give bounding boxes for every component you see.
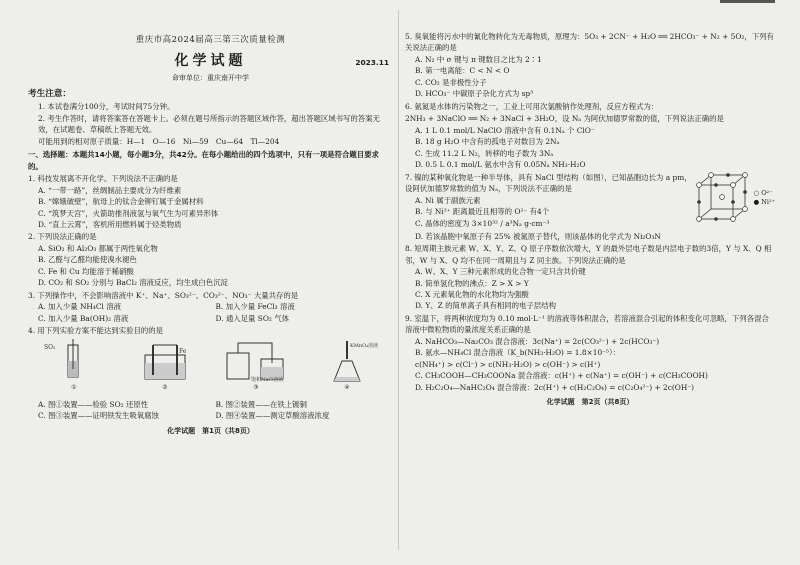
apparatus-figures bbox=[28, 337, 393, 399]
scan-mark bbox=[720, 0, 775, 3]
equation-line: 2NH₃ + 3NaClO ══ N₂ + 3NaCl + 3H₂O，设 Nₐ 为阿伏加德罗常数的值，下列说法正确的是 bbox=[405, 114, 724, 124]
crystal-cell-figure bbox=[695, 171, 775, 231]
figure-2 bbox=[129, 339, 201, 397]
option: C. 图③装置——证明铁发生吸氧腐蚀 bbox=[38, 411, 159, 421]
fig-label: SO₂ bbox=[44, 343, 56, 351]
option-row bbox=[28, 399, 393, 410]
fig-label: KMnO₄溶液 bbox=[350, 342, 379, 349]
page-footer: 化学试题 第1页（共8页） bbox=[167, 426, 254, 435]
question-stem: 6. 氨氮是水体的污染物之一，工业上可用次氯酸钠作处理剂，反应方程式为： bbox=[405, 101, 659, 111]
note-item: 可能用到的相对原子质量：H—1 O—16 Ni—59 Cu—64 Tl—204 bbox=[38, 136, 280, 146]
option-row bbox=[28, 313, 393, 324]
option: D. “直上云霄”，客机所用燃料属于烃类物质 bbox=[38, 220, 182, 230]
q7-text bbox=[405, 171, 695, 231]
exam-date: 2023.11 bbox=[355, 58, 389, 68]
section-heading: 一、选择题：本题共14小题，每小题3分，共42分。在每小题给出的四个选项中，只有一项是符合题目要求的。 bbox=[28, 150, 379, 171]
option: C. 加入少量 Ba(OH)₂ 溶液 bbox=[38, 313, 129, 323]
option: D. 若该晶胞中氧原子有 25% 被氮原子替代，则该晶体的化学式为 Ni₂O₃N bbox=[415, 231, 661, 241]
option: B. 18 g H₂O 中含有的孤电子对数目为 2Nₐ bbox=[415, 137, 560, 147]
figure-number: ③ bbox=[253, 383, 259, 391]
option: B. 图②装置——在铁上镀铜 bbox=[215, 399, 307, 409]
exam-name: 重庆市高2024届高三第三次质量检测 bbox=[135, 35, 286, 45]
question-stem: 8. 短周期主族元素 W、X、Y、Z、Q 原子序数依次增大，Y 的最外层电子数是内层电子数的3倍，Y 与 X、Q 相邻，W 与 X、Q 均不在同一周期且与 Z 同主族。下列说法正确的是 bbox=[405, 244, 772, 265]
right-page bbox=[405, 30, 775, 545]
option: D. 图④装置——测定草酸溶液浓度 bbox=[215, 411, 330, 421]
option: A. SiO₂ 和 Al₂O₃ 都属于两性氧化物 bbox=[38, 243, 158, 253]
option: A. W、X、Y 三种元素形成的化合物一定只含共价键 bbox=[415, 267, 586, 277]
title-row bbox=[28, 51, 393, 73]
question-stem: 5. 臭氧能将污水中的氰化物转化为无毒物质，原理为：5O₃ + 2CN⁻ + H₂O ══ 2HCO₃⁻ + N₂ + 5O₂，下列有关说法正确的是 bbox=[405, 32, 774, 53]
option: C. “筑梦天宫”，火箭助推剂液氢与氧气生为可素异形体 bbox=[38, 208, 219, 218]
question-stem: 9. 室温下，将两种浓度均为 0.10 mol·L⁻¹ 的溶液等体积混合，若溶液混合引起的体积变化可忽略，下列各混合溶液中微粒物质的量浓度关系正确的是 bbox=[405, 313, 769, 335]
option: C. Fe 和 Cu 均能溶于稀硝酸 bbox=[38, 266, 134, 276]
option: B. 简单氢化物的沸点：Z > X > Y bbox=[415, 278, 529, 288]
option: C. 晶体的密度为 3×10³² / a³Nₐ g·cm⁻³ bbox=[415, 218, 550, 228]
legend-oxide: ○ O²⁻ bbox=[753, 188, 773, 197]
option: B. 第一电离能：C < N < O bbox=[415, 66, 510, 76]
figure-number: ① bbox=[71, 383, 77, 391]
option: B. “嫦娥破壁”，航母上的钛合金铆钉属于金属材料 bbox=[38, 197, 204, 207]
option: A. N₂ 中 σ 键与 π 键数目之比为 2∶1 bbox=[415, 54, 542, 64]
figure-1 bbox=[38, 339, 110, 397]
fig-label: Fe bbox=[179, 347, 187, 355]
page-divider bbox=[398, 10, 399, 550]
option: C. X 元素氧化物的水化物均为强酸 bbox=[415, 289, 529, 299]
q7-block bbox=[405, 171, 775, 231]
question-stem: 4. 用下列实验方案不能达到实验目的的是 bbox=[28, 326, 164, 336]
question-stem: 2. 下列说法正确的是 bbox=[28, 232, 97, 242]
crystal-legend bbox=[753, 189, 775, 207]
option: C. CH₃COOH—CH₃COONa 混合溶液：c(H⁺) + c(Na⁺) = c(OH⁻) + c(CH₃COOH) bbox=[415, 371, 708, 381]
option: D. H₂C₂O₄—NaHC₂O₄ 混合溶液：2c(H⁺) + c(H₂C₂O₄) = c(C₂O₄²⁻) + 2c(OH⁻) bbox=[415, 382, 695, 392]
question-stem: 7. 镍的某种氧化物是一种半导体，具有 NaCl 型结构（如图），已知晶胞边长为 a pm，设阿伏加德罗常数的值为 Nₐ，下列说法不正确的是 bbox=[405, 172, 692, 194]
option: C. CO₂ 是非极性分子 bbox=[415, 77, 487, 87]
fig-label: 饱和NaCl溶液 bbox=[251, 376, 284, 383]
notes-title: 考生注意： bbox=[28, 89, 71, 100]
option: A. Ni 属于副族元素 bbox=[415, 195, 481, 205]
option-row bbox=[28, 410, 393, 421]
figure-4 bbox=[311, 339, 383, 397]
option: D. 通入足量 SO₂ 气体 bbox=[215, 313, 289, 323]
left-page bbox=[28, 20, 393, 545]
test-tube-apparatus-icon bbox=[44, 339, 104, 383]
electroplating-apparatus-icon bbox=[135, 339, 195, 383]
titration-apparatus-icon bbox=[312, 339, 382, 383]
figure-number: ④ bbox=[344, 383, 350, 391]
option: D. Y、Z 的简单离子具有相同的电子层结构 bbox=[415, 301, 556, 311]
option: A. 加入少量 NH₄Cl 溶液 bbox=[38, 302, 121, 312]
figure-3 bbox=[220, 339, 292, 397]
option: B. 乙醛与乙醛均能使溴水褪色 bbox=[38, 255, 137, 265]
author-line: 命审单位：重庆南开中学 bbox=[172, 74, 249, 83]
option: B. 与 Ni²⁺ 距离最近且相等的 O²⁻ 有4个 bbox=[415, 207, 550, 217]
option: A. “一带一路”，丝绸制品主要成分为纤维素 bbox=[38, 185, 182, 195]
option-row bbox=[28, 301, 393, 312]
legend-nickel: ● Ni²⁺ bbox=[753, 197, 775, 206]
question-stem: 3. 下列操作中，不会影响溶液中 K⁺、Na⁺、SO₃²⁻、CO₃²⁻、NO₃⁻ 大量共存的是 bbox=[28, 290, 299, 300]
option: B. 加入少量 FeCl₃ 溶液 bbox=[215, 302, 295, 312]
page-title: 化学试题 bbox=[174, 53, 247, 70]
option: D. HCO₃⁻ 中碳原子杂化方式为 sp³ bbox=[415, 89, 534, 99]
note-item: 1. 本试卷满分100分，考试时间75分钟。 bbox=[38, 102, 175, 112]
corrosion-apparatus-icon bbox=[221, 339, 291, 383]
question-stem: 1. 科技发展离不开化学。下列说法不正确的是 bbox=[28, 174, 178, 184]
option: c(NH₄⁺) > c(Cl⁻) > c(NH₃·H₂O) > c(OH⁻) > c(H⁺) bbox=[415, 359, 601, 369]
option: A. 图①装置——检验 SO₂ 还原性 bbox=[38, 399, 149, 409]
unit-cell-icon bbox=[695, 171, 749, 225]
option: D. 0.5 L 0.1 mol/L 氨水中含有 0.05Nₐ NH₃·H₂O bbox=[415, 160, 586, 170]
option: C. 生成 11.2 L N₂，转移的电子数为 3Nₐ bbox=[415, 148, 554, 158]
option: A. NaHCO₃—Na₂CO₃ 混合溶液：3c(Na⁺) = 2c(CO₃²⁻) + 2c(HCO₃⁻) bbox=[415, 336, 660, 346]
option: B. 氨水—NH₄Cl 混合溶液（K_b(NH₃·H₂O) = 1.8×10⁻⁵）： bbox=[415, 348, 621, 358]
option: D. CO₂ 和 SO₂ 分别与 BaCl₂ 溶液反应，均生成白色沉淀 bbox=[38, 278, 228, 288]
page-footer: 化学试题 第2页（共8页） bbox=[546, 398, 634, 407]
option: A. 1 L 0.1 mol/L NaClO 溶液中含有 0.1Nₐ 个 ClO⁻ bbox=[415, 125, 595, 135]
note-item: 2. 考生作答时，请将答案答在答题卡上。必须在题号所指示的答题区域作答，超出答题区域书写的答案无效，在试题卷、草稿纸上答题无效。 bbox=[38, 113, 380, 135]
figure-number: ② bbox=[162, 383, 168, 391]
